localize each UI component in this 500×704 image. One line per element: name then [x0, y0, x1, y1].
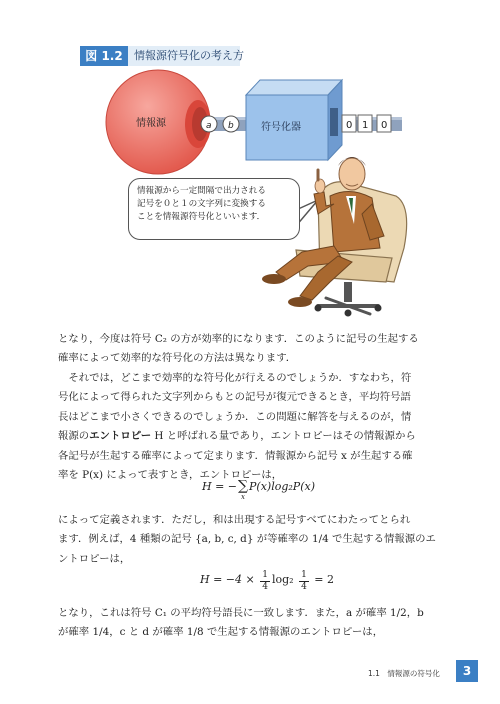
svg-text:0: 0: [381, 120, 388, 131]
text-line: 号化によって得られた文字列からもとの記号が復元できるとき，平均符号語: [58, 391, 411, 404]
encoder-box: [246, 80, 342, 160]
output-bit-1: [342, 115, 356, 132]
svg-text:1: 1: [362, 120, 369, 131]
encoder-label: 符号化器: [261, 122, 301, 133]
symbol-a: [201, 116, 217, 132]
text-line: ントロピーは，: [58, 552, 131, 565]
entropy-term: エントロピー: [89, 430, 152, 443]
text-line: 率を P(x) によって表すとき，エントロピーは，: [58, 469, 283, 482]
svg-text:a: a: [206, 121, 212, 131]
figure-number: 図 1.2: [80, 46, 128, 66]
bubble-line: 記号を０と１の文字列に変換する: [137, 199, 266, 209]
text-line: それでは，どこまで効率的な符号化が行えるのでしょうか．すなわち，符: [58, 372, 412, 384]
output-bit-3: [377, 115, 391, 132]
svg-text:0: 0: [346, 120, 353, 131]
page-number: 3: [456, 660, 478, 682]
symbol-b: [223, 116, 239, 132]
paragraph-1: [58, 330, 442, 369]
figure-title: 情報源符号化の考え方: [128, 46, 240, 66]
paragraph-2: [58, 369, 442, 485]
speech-bubble: [128, 178, 300, 240]
bubble-line: ことを情報源符号化といいます．: [137, 212, 266, 222]
text-line: となり，今度は符号 C₂ の方が効率的になります．このように記号の生起する: [58, 333, 419, 345]
text-line: となり，これは符号 C₁ の平均符号語長に一致します．また，a が確率 1/2，b: [58, 607, 424, 619]
bubble-line: 情報源から一定間隔で出力される: [137, 186, 266, 196]
text-line: 報源のエントロピー H と呼ばれる量であり，エントロピーはその情報源から: [58, 430, 416, 443]
paragraph-5: [58, 511, 442, 569]
source-label: 情報源: [136, 118, 166, 129]
text-line: 確率によって効率的な符号化の方法は異なります．: [58, 352, 297, 365]
figure-illustration: [0, 0, 500, 330]
example-entropy-formula: H = −4 × $\frac{1}{4}$ log₂ $\frac{1}{4}$ = 2: [200, 570, 335, 592]
text-line: 長はどこまで小さくできるのでしょうか．この問題に解答を与えるのが，情: [58, 410, 412, 423]
paragraph-6: [58, 604, 442, 643]
svg-text:b: b: [228, 121, 234, 131]
section-footer-label: 1.1 情報源の符号化: [368, 669, 440, 678]
output-bit-2: [358, 115, 372, 132]
text-line: によって定義されます．ただし，和は出現する記号すべてにわたってとられ: [58, 514, 411, 526]
text-line: 各記号が生起する確率によって定まります．情報源から記号 x が生起する確: [58, 449, 413, 462]
text-line: が確率 1/4，c と d が確率 1/8 で生起する情報源のエントロピーは，: [58, 626, 384, 639]
text-line: ます．例えば，4 種類の記号 {a, b, c, d} が等確率の 1/4 で生起する情報源のエ: [58, 533, 436, 546]
entropy-formula: H = −∑ x P(x)log₂P(x): [202, 478, 315, 501]
